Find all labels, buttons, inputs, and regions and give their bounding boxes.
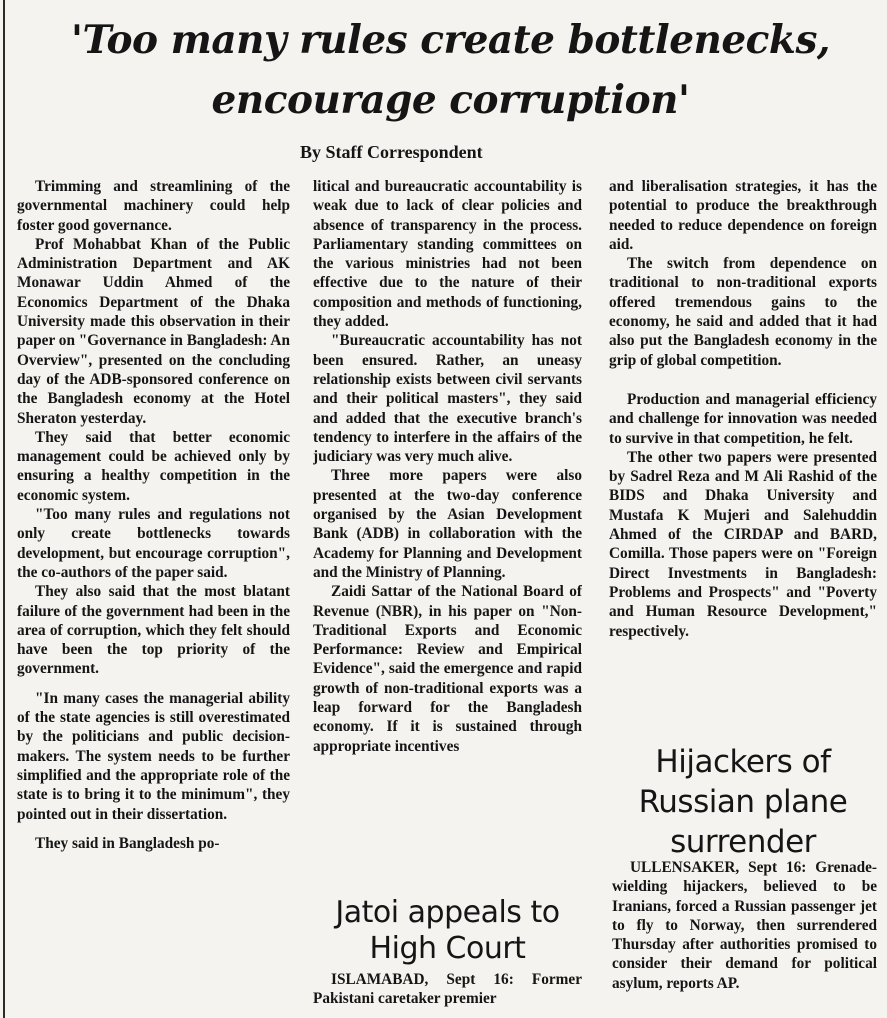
paragraph: "Too many rules and regulations not only create bottlenecks towards development, but encourage corruption", the co-authors of the paper said. xyxy=(17,506,290,581)
paragraph: They also said that the most blatant failure of the government had been in the area of corruption, which they felt should have been the top priority of the government. xyxy=(17,583,290,678)
paragraph: litical and bureaucratic accountability is weak due to lack of clear policies and absence of transparency in the process. Parliamentary standing committees on the various ministries had not been effective due to the nature of their composition and methods of functioning, they added. xyxy=(313,178,582,331)
paragraph: Three more papers were also presented at the two-day conference organised by the Asian Development Bank (ADB) in collaboration with the Academy for Planning and Development and the Ministry of Planning. xyxy=(313,467,582,581)
paragraph: ISLAMABAD, Sept 16: Former Pakistani caretaker premier xyxy=(313,971,582,1008)
paragraph: The switch from dependence on traditional to non-traditional exports offered tremendous gains to the economy, he said and added that it had also put the Bangladesh economy in the grip of global competition. xyxy=(609,255,877,369)
headline-line: encourage corruption' xyxy=(211,77,690,123)
jatoi-headline xyxy=(305,895,590,967)
jatoi-story xyxy=(313,970,582,1018)
headline-line: Jatoi appeals to xyxy=(335,895,560,930)
paragraph: "Bureaucratic accountability has not been ensured. Rather, an uneasy relationship exists between civil servants and their political masters", they said and added that the executive branch's tendency to interfere in the affairs of the judiciary was very much alive. xyxy=(313,332,582,466)
main-headline xyxy=(14,10,887,130)
headline-line: High Court xyxy=(369,931,526,966)
article-column-1 xyxy=(17,177,290,1018)
paragraph: "In many cases the managerial ability of the state agencies is still overestimated by the politicians and public decision-makers. The system needs to be further simplified and the appropriate role of the state is to bring it to the minimum", they pointed out in their dissertation. xyxy=(17,689,290,823)
column-rule xyxy=(3,0,5,1018)
article-column-2 xyxy=(313,177,582,887)
paragraph: Prof Mohabbat Khan of the Public Administration Department and AK Monawar Uddin Ahmed of the Economics Department of the Dhaka University made this observation in their paper on "Governance in Bangladesh: An Overview", presented on the concluding day of the ADB-sponsored conference on the Bangladesh economy at the Hotel Sheraton yesterday. xyxy=(17,235,290,427)
article-column-3 xyxy=(609,177,877,707)
headline-line: Hijackers of xyxy=(655,744,831,780)
paragraph: Trimming and streamlining of the governmental machinery could help foster good governance. xyxy=(17,178,290,234)
paragraph: They said that better economic management could be achieved only by ensuring a healthy competition in the economic system. xyxy=(17,428,290,504)
headline-line: Russian plane xyxy=(638,784,848,820)
paragraph: They said in Bangladesh po- xyxy=(35,834,220,852)
paragraph: and liberalisation strategies, it has the potential to produce the breakthrough needed to reduce dependence on foreign aid. xyxy=(609,178,877,253)
headline-line: surrender xyxy=(670,824,816,860)
paragraph: Production and managerial efficiency and challenge for innovation was needed to survive in that competition, he felt. xyxy=(609,390,877,447)
hijack-story xyxy=(612,858,877,1018)
byline: By Staff Correspondent xyxy=(300,142,483,162)
hijack-headline xyxy=(609,742,877,862)
headline-line: 'Too many rules create bottlenecks, xyxy=(71,17,830,63)
paragraph: ULLENSAKER, Sept 16: Grenade-wielding hijackers, believed to be Iranians, forced a Russian passenger jet to fly to Norway, then surrendered Thursday after authorities promised to consider their demand for political asylum, reports AP. xyxy=(612,859,877,992)
paragraph: Zaidi Sattar of the National Board of Revenue (NBR), in his paper on "Non-Traditional Exports and Economic Performance: Review and Empirical Evidence", said the emergence and rapid growth of non-traditional exports was a leap forward for the Bangladesh economy. If it is sustained through appropriate incentives xyxy=(313,583,582,755)
paragraph: The other two papers were presented by Sadrel Reza and M Ali Rashid of the BIDS and Dhaka University and Mustafa K Mujeri and Salehuddin Ahmed of the CIRDAP and BARD, Comilla. Those papers were on "Foreign Direct Investments in Bangladesh: Problems and Prospects" and "Poverty and Human Resource Development," respectively. xyxy=(609,448,877,640)
